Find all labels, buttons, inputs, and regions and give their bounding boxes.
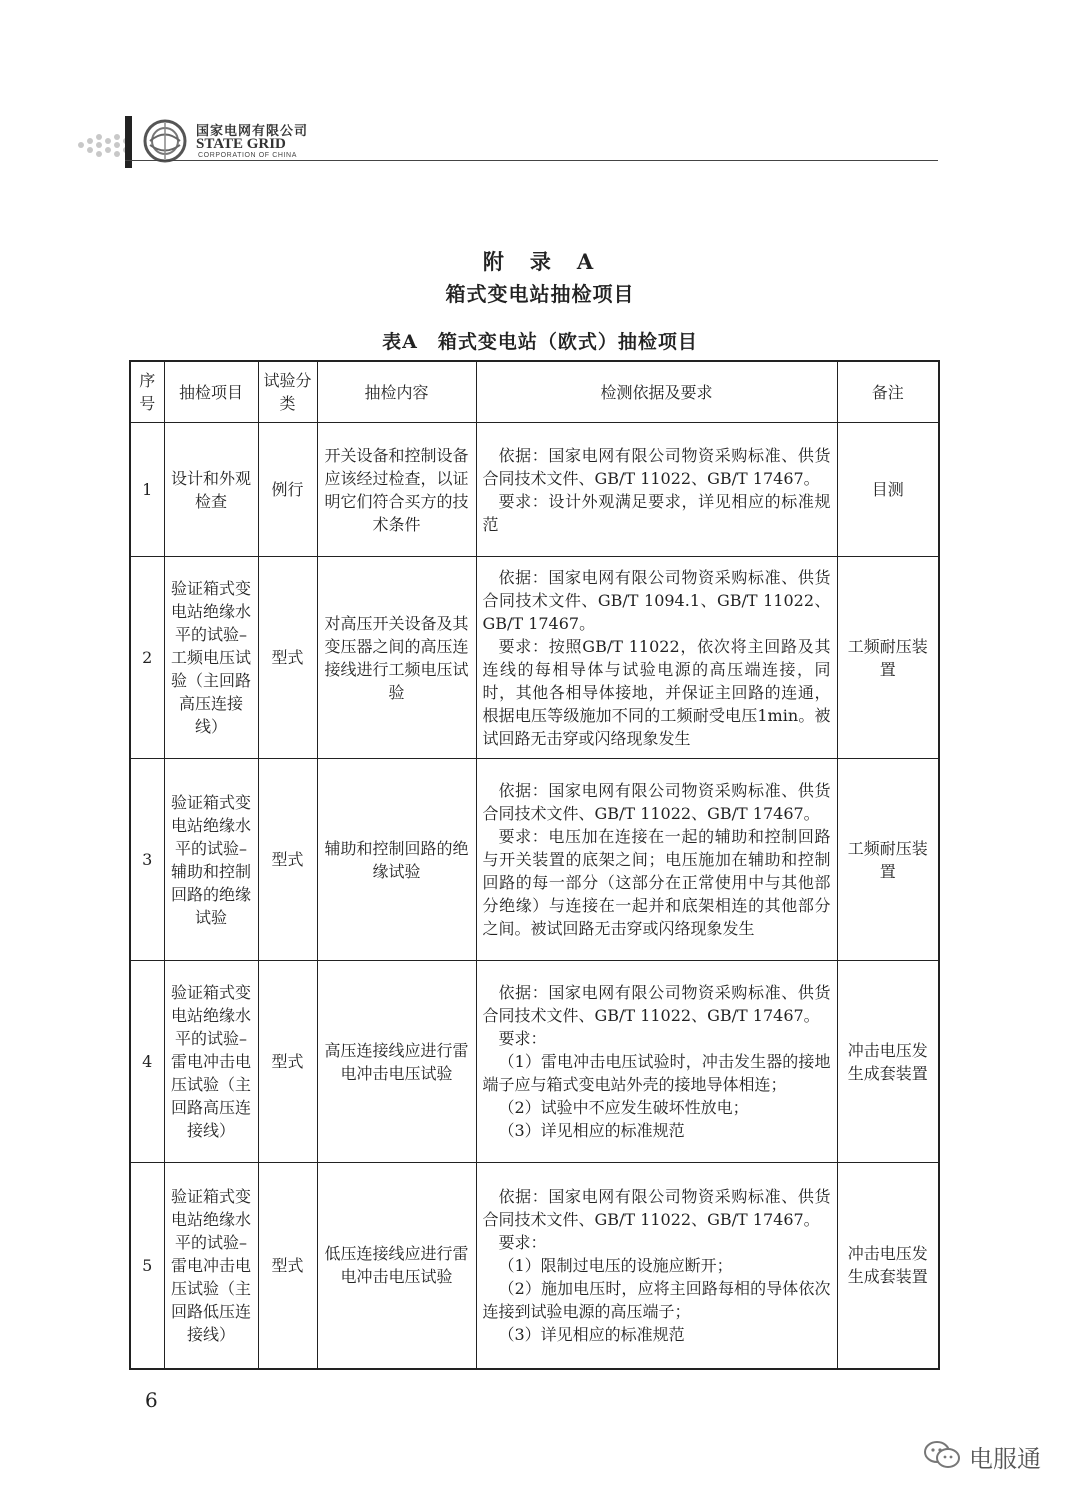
header-content: 抽检内容 <box>317 361 476 423</box>
basis-line: 依据：国家电网有限公司物资采购标准、供货合同技术文件、GB/T 11022、GB/T 17467。 <box>482 1186 831 1229</box>
cell-content: 对高压开关设备及其变压器之间的高压连接线进行工频电压试验 <box>317 557 476 759</box>
cell-category: 型式 <box>258 759 317 961</box>
appendix-subtitle: 箱式变电站抽检项目 <box>445 282 635 306</box>
cell-item: 验证箱式变电站绝缘水平的试验–雷电冲击电压试验（主回路高压连接线） <box>164 961 258 1163</box>
basis-line: 要求： <box>498 1232 547 1252</box>
page-number: 6 <box>145 1388 158 1412</box>
header-category: 试验分类 <box>258 361 317 423</box>
cell-item: 设计和外观检查 <box>164 423 258 557</box>
cell-seq: 5 <box>130 1163 164 1369</box>
cell-seq: 4 <box>130 961 164 1163</box>
chat-bubble-icon <box>923 1440 961 1470</box>
basis-line: 依据：国家电网有限公司物资采购标准、供货合同技术文件、GB/T 11022、GB/T 17467。 <box>482 445 831 488</box>
basis-line: （2）试验中不应发生破坏性放电； <box>498 1098 749 1117</box>
cell-category: 型式 <box>258 557 317 759</box>
inspection-table <box>129 360 940 1370</box>
basis-line: （1）限制过电压的设施应断开； <box>498 1255 733 1275</box>
company-name-en-sub: CORPORATION OF CHINA <box>198 152 297 159</box>
table-row <box>130 759 939 961</box>
header-rule <box>125 160 938 161</box>
appendix-title <box>0 246 1080 276</box>
cell-category: 型式 <box>258 961 317 1163</box>
table-caption <box>0 327 1080 354</box>
header-basis: 检测依据及要求 <box>476 361 837 423</box>
cell-remark: 工频耐压装置 <box>837 759 939 961</box>
cell-basis <box>476 1163 837 1369</box>
basis-line: （3）详见相应的标准规范 <box>498 1324 685 1344</box>
basis-line: （2）施加电压时，应将主回路每相的导体依次连接到试验电源的高压端子； <box>482 1278 831 1321</box>
basis-line: 要求：设计外观满足要求，详见相应的标准规范 <box>482 491 831 534</box>
basis-line: 依据：国家电网有限公司物资采购标准、供货合同技术文件、GB/T 1094.1、GB/T 11022、GB/T 17467。 <box>482 567 831 633</box>
basis-line: 依据：国家电网有限公司物资采购标准、供货合同技术文件、GB/T 11022、GB/T 17467。 <box>482 983 831 1025</box>
basis-line: 依据：国家电网有限公司物资采购标准、供货合同技术文件、GB/T 11022、GB/T 17467。 <box>482 781 831 823</box>
appendix-label: 附 <box>482 249 508 274</box>
basis-line: （1）雷电冲击电压试验时，冲击发生器的接地端子应与箱式变电站外壳的接地导体相连； <box>482 1052 831 1094</box>
cell-seq: 2 <box>130 557 164 759</box>
cell-basis <box>476 961 837 1163</box>
cell-content: 高压连接线应进行雷电冲击电压试验 <box>317 961 476 1163</box>
cell-item: 验证箱式变电站绝缘水平的试验–雷电冲击电压试验（主回路低压连接线） <box>164 1163 258 1369</box>
cell-basis <box>476 423 837 557</box>
cell-basis <box>476 557 837 759</box>
cell-category: 型式 <box>258 1163 317 1369</box>
cell-remark: 冲击电压发生成套装置 <box>837 961 939 1163</box>
cell-remark: 冲击电压发生成套装置 <box>837 1163 939 1369</box>
cell-seq: 1 <box>130 423 164 557</box>
table-row <box>130 423 939 557</box>
cell-item: 验证箱式变电站绝缘水平的试验–工频电压试验（主回路高压连接线） <box>164 557 258 759</box>
table-row <box>130 961 939 1163</box>
header-remark: 备注 <box>837 361 939 423</box>
state-grid-logo-icon <box>142 118 188 164</box>
cell-seq: 3 <box>130 759 164 961</box>
table-row <box>130 557 939 759</box>
cell-basis <box>476 759 837 961</box>
cell-content: 低压连接线应进行雷电冲击电压试验 <box>317 1163 476 1369</box>
cell-category: 例行 <box>258 423 317 557</box>
table-caption-label: 表A <box>382 331 418 353</box>
table-header-row <box>130 361 939 423</box>
header-seq: 序号 <box>130 361 164 423</box>
appendix-label-2: 录 <box>529 249 555 274</box>
cell-remark: 工频耐压装置 <box>837 557 939 759</box>
company-name-en: STATE GRID <box>196 136 286 152</box>
cell-remark: 目测 <box>837 423 939 557</box>
cell-item: 验证箱式变电站绝缘水平的试验–辅助和控制回路的绝缘试验 <box>164 759 258 961</box>
basis-line: （3）详见相应的标准规范 <box>498 1121 685 1140</box>
page-header <box>70 112 950 162</box>
table-caption-text: 箱式变电站（欧式）抽检项目 <box>437 331 698 353</box>
watermark-text: 电服通 <box>969 1445 1041 1473</box>
header-item: 抽检项目 <box>164 361 258 423</box>
basis-line: 要求：电压加在连接在一起的辅助和控制回路与开关装置的底架之间；电压施加在辅助和控制回路的每一部分（这部分在正常使用中与其他部分绝缘）与连接在一起并和底架相连的其他部分之间。被试回路无击穿或闪络现象发生 <box>482 827 831 938</box>
basis-line: 要求：按照GB/T 11022，依次将主回路及其连线的每相导体与试验电源的高压端连接，同时，其他各相导体接地，并保证主回路的连通，根据电压等级施加不同的工频耐受电压1min。被试回路无击穿或闪络现象发生 <box>482 636 831 748</box>
table-row <box>130 1163 939 1369</box>
company-name-cn: 国家电网有限公司 <box>196 124 309 139</box>
appendix-letter: A <box>576 249 598 274</box>
basis-line: 要求： <box>498 1029 547 1048</box>
cell-content: 开关设备和控制设备应该经过检查，以证明它们符合买方的技术条件 <box>317 423 476 557</box>
cell-content: 辅助和控制回路的绝缘试验 <box>317 759 476 961</box>
